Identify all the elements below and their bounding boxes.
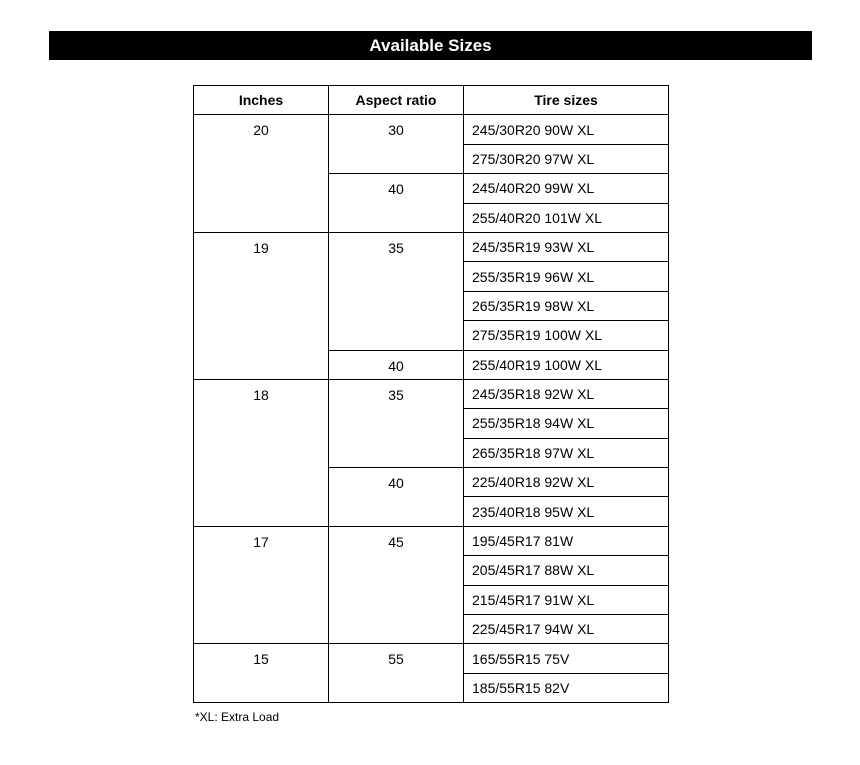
cell-tire-size: 255/40R19 100W XL xyxy=(464,350,669,379)
cell-tire-size: 275/30R20 97W XL xyxy=(464,144,669,173)
cell-inches: 15 xyxy=(194,644,329,703)
table-row xyxy=(194,115,669,144)
cell-aspect-ratio: 40 xyxy=(329,350,464,379)
cell-tire-size: 245/35R18 92W XL xyxy=(464,379,669,408)
cell-tire-size: 245/40R20 99W XL xyxy=(464,174,669,203)
cell-inches: 19 xyxy=(194,232,329,379)
cell-inches: 17 xyxy=(194,526,329,644)
table-header-row xyxy=(194,86,669,115)
footnote: *XL: Extra Load xyxy=(195,710,280,724)
cell-tire-size: 275/35R19 100W XL xyxy=(464,321,669,350)
cell-tire-size: 255/40R20 101W XL xyxy=(464,203,669,232)
header-tire-sizes: Tire sizes xyxy=(464,86,669,115)
cell-tire-size: 255/35R19 96W XL xyxy=(464,262,669,291)
cell-aspect-ratio: 40 xyxy=(329,174,464,233)
table-row xyxy=(194,379,669,408)
cell-tire-size: 245/35R19 93W XL xyxy=(464,232,669,261)
cell-tire-size: 265/35R18 97W XL xyxy=(464,438,669,467)
cell-aspect-ratio: 30 xyxy=(329,115,464,174)
section-title: Available Sizes xyxy=(369,35,492,55)
header-inches: Inches xyxy=(194,86,329,115)
cell-tire-size: 265/35R19 98W XL xyxy=(464,291,669,320)
cell-aspect-ratio: 35 xyxy=(329,232,464,350)
table-body xyxy=(194,115,669,703)
section-title-banner xyxy=(49,31,812,60)
table-row xyxy=(194,644,669,673)
cell-tire-size: 165/55R15 75V xyxy=(464,644,669,673)
cell-aspect-ratio: 40 xyxy=(329,468,464,527)
cell-tire-size: 245/30R20 90W XL xyxy=(464,115,669,144)
header-aspect-ratio: Aspect ratio xyxy=(329,86,464,115)
table-row xyxy=(194,526,669,555)
cell-tire-size: 205/45R17 88W XL xyxy=(464,556,669,585)
cell-aspect-ratio: 45 xyxy=(329,526,464,644)
cell-inches: 18 xyxy=(194,379,329,526)
cell-tire-size: 185/55R15 82V xyxy=(464,673,669,702)
cell-aspect-ratio: 35 xyxy=(329,379,464,467)
cell-tire-size: 195/45R17 81W xyxy=(464,526,669,555)
cell-tire-size: 225/45R17 94W XL xyxy=(464,615,669,644)
cell-tire-size: 255/35R18 94W XL xyxy=(464,409,669,438)
table-row xyxy=(194,232,669,261)
cell-tire-size: 235/40R18 95W XL xyxy=(464,497,669,526)
cell-tire-size: 215/45R17 91W XL xyxy=(464,585,669,614)
cell-tire-size: 225/40R18 92W XL xyxy=(464,468,669,497)
cell-inches: 20 xyxy=(194,115,329,233)
cell-aspect-ratio: 55 xyxy=(329,644,464,703)
tire-sizes-table xyxy=(193,85,669,703)
